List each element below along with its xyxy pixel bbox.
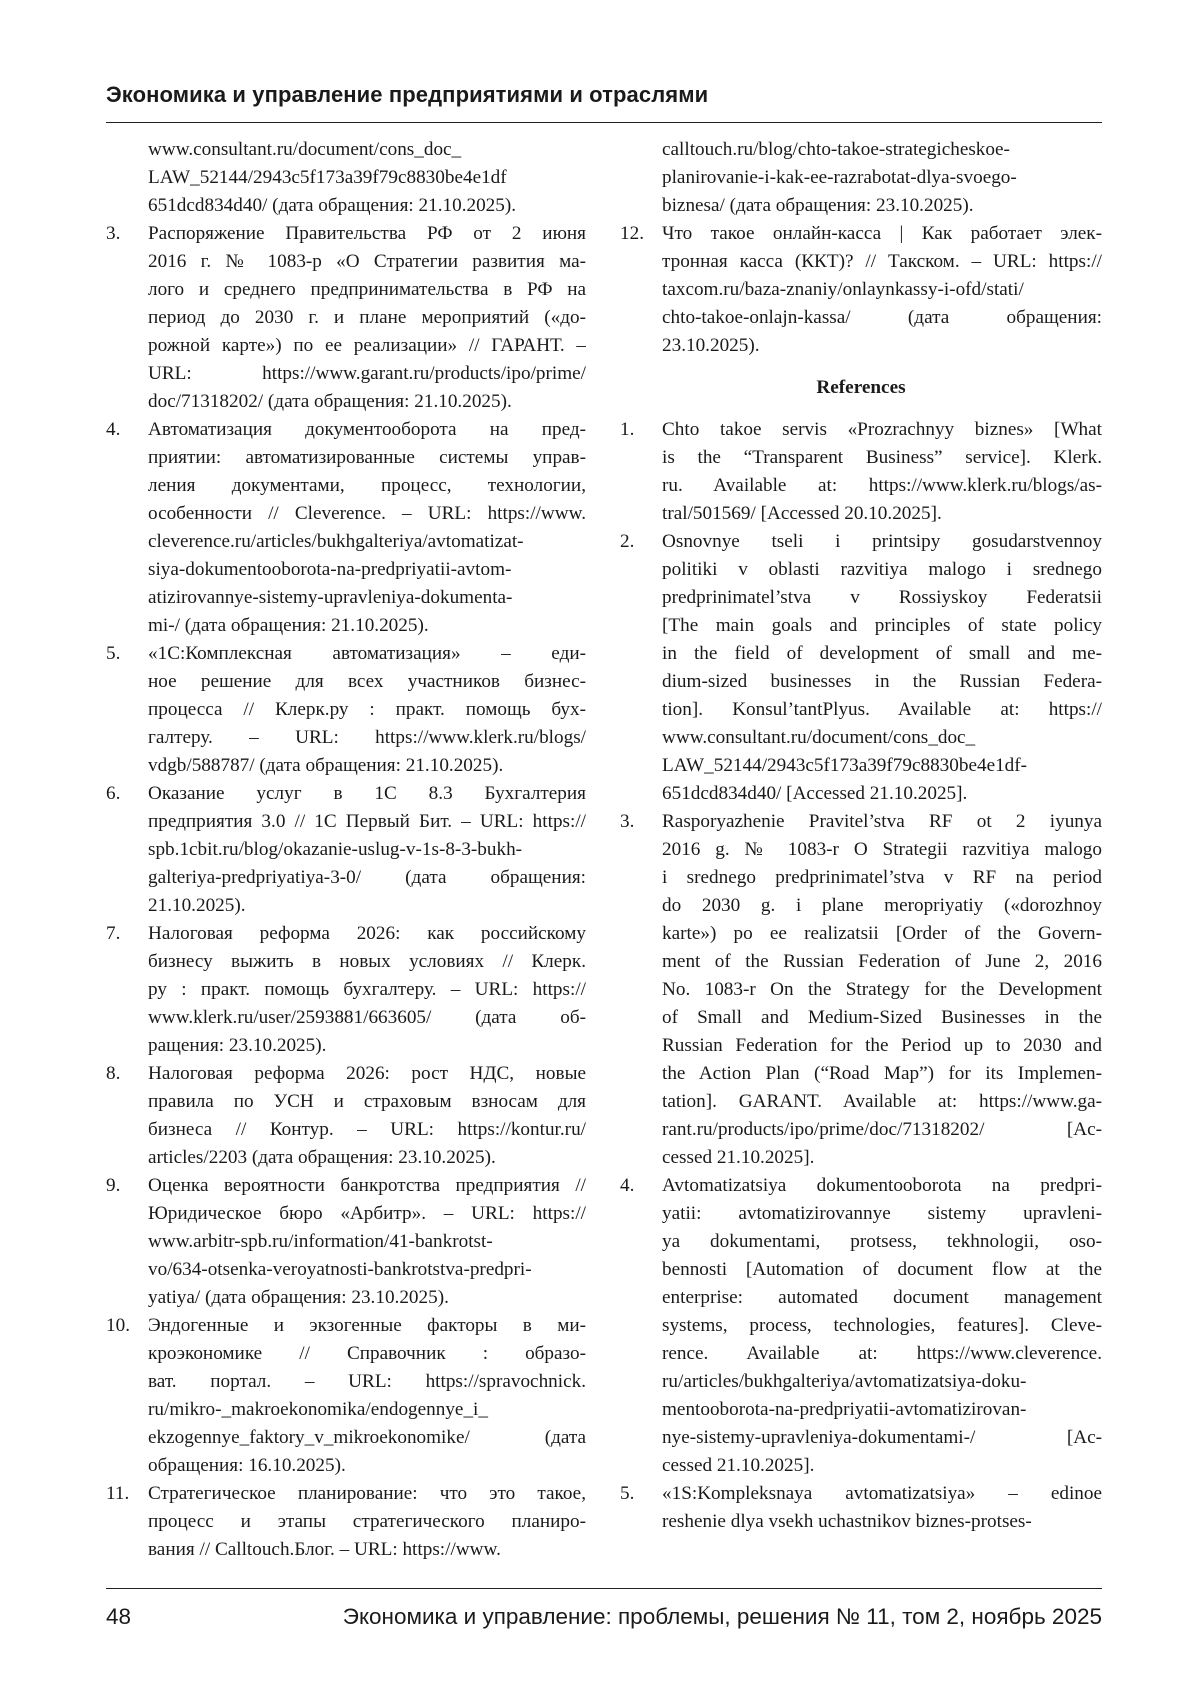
reference-line: предприятия 3.0 // 1С Первый Бит. – URL: https:// [148, 811, 586, 832]
reference-line: период до 2030 г. и плане мероприятий («до- [148, 307, 586, 328]
reference-line: cleverence.ru/articles/bukhgalteriya/avtomatizat- [148, 531, 524, 552]
reference-line: cessed 21.10.2025]. [662, 1455, 815, 1476]
journal-title: Экономика и управление: проблемы, решения № 11, том 2, ноябрь 2025 [342, 1604, 1102, 1629]
running-title: Экономика и управление предприятиями и отраслями [106, 82, 709, 107]
reference-entry [106, 780, 586, 920]
reference-line: atizirovannye-sistemy-upravleniya-dokumenta- [148, 587, 513, 608]
reference-line: vo/634-otsenka-veroyatnosti-bankrotstva-predpri- [148, 1259, 532, 1280]
reference-line: vdgb/588787/ (дата обращения: 21.10.2025). [148, 755, 504, 776]
reference-line: rence. Available at: https://www.cleverence. [662, 1343, 1102, 1364]
reference-number: 12. [620, 223, 644, 244]
reference-line: enterprise: automated document management [662, 1287, 1102, 1308]
reference-entry [620, 416, 1102, 528]
reference-entry [620, 136, 1102, 220]
reference-number: 8. [106, 1063, 121, 1084]
reference-number: 3. [620, 811, 635, 832]
reference-entry [106, 1312, 586, 1480]
header-rule [106, 122, 1102, 123]
reference-line: ращения: 23.10.2025). [148, 1035, 327, 1056]
reference-line: кроэкономике // Справочник : образо- [148, 1343, 586, 1364]
footer-rule [106, 1588, 1102, 1589]
reference-line: правила по УСН и страховым взносам для [148, 1091, 586, 1112]
reference-line: Налоговая реформа 2026: как российскому [148, 923, 586, 944]
reference-line: biznesa/ (дата обращения: 23.10.2025). [662, 195, 974, 216]
reference-line: Rasporyazhenie Pravitel’stva RF ot 2 iyunya [662, 811, 1102, 832]
reference-line: приятии: автоматизированные системы управ- [148, 447, 586, 468]
reference-line: 2016 g. № 1083-r O Strategii razvitiya malogo [662, 839, 1102, 860]
reference-line: лого и среднего предпринимательства в РФ на [148, 279, 586, 300]
reference-line: вания // Calltouch.Блог. – URL: https://www. [148, 1539, 501, 1560]
reference-entry [620, 220, 1102, 360]
reference-line: 651dcd834d40/ [Accessed 21.10.2025]. [662, 783, 968, 804]
page-number: 48 [106, 1604, 132, 1629]
reference-line: 651dcd834d40/ (дата обращения: 21.10.2025). [148, 195, 517, 216]
reference-line: ment of the Russian Federation of June 2, 2016 [662, 951, 1102, 972]
reference-line: Распоряжение Правительства РФ от 2 июня [148, 223, 586, 244]
bibliography-continued [620, 136, 1102, 360]
reference-line: ления документами, процесс, технологии, [148, 475, 586, 496]
reference-line: tation]. GARANT. Available at: https://www.ga- [662, 1091, 1102, 1112]
reference-line: yatiya/ (дата обращения: 23.10.2025). [148, 1287, 449, 1308]
reference-line: www.consultant.ru/document/cons_doc_ [148, 139, 462, 160]
right-column [620, 136, 1102, 1536]
page-footer [106, 1598, 1102, 1638]
reference-line: is the “Transparent Business” service]. Klerk. [662, 447, 1102, 468]
reference-line: Chto takoe servis «Prozrachnyy biznes» [What [662, 419, 1102, 440]
reference-line: bennosti [Automation of document flow at the [662, 1259, 1102, 1280]
reference-line: karte») po ee realizatsii [Order of the Govern- [662, 923, 1102, 944]
reference-line: ya dokumentami, protsess, tekhnologii, oso- [662, 1231, 1102, 1252]
reference-line: ное решение для всех участников бизнес- [148, 671, 586, 692]
reference-entry [106, 920, 586, 1060]
reference-line: тронная касса (ККТ)? // Такском. – URL: https:// [662, 251, 1102, 272]
references-list [620, 416, 1102, 1536]
reference-line: mi-/ (дата обращения: 21.10.2025). [148, 615, 429, 636]
reference-number: 9. [106, 1175, 121, 1196]
reference-entry [106, 1480, 586, 1564]
reference-number: 4. [620, 1175, 635, 1196]
reference-line: ват. портал. – URL: https://spravochnick. [148, 1371, 586, 1392]
reference-number: 3. [106, 223, 121, 244]
reference-entry [106, 136, 586, 220]
reference-line: planirovanie-i-kak-ee-razrabotat-dlya-svoego- [662, 167, 1017, 188]
reference-line: Юридическое бюро «Арбитр». – URL: https:// [148, 1203, 586, 1224]
reference-line: www.consultant.ru/document/cons_doc_ [662, 727, 976, 748]
reference-entry [106, 1060, 586, 1172]
reference-line: yatii: avtomatizirovannye sistemy upravleni- [662, 1203, 1102, 1224]
reference-line: обращения: 16.10.2025). [148, 1455, 346, 1476]
reference-number: 2. [620, 531, 635, 552]
reference-line: Эндогенные и экзогенные факторы в ми- [148, 1315, 586, 1336]
reference-entry [620, 1172, 1102, 1480]
reference-line: Стратегическое планирование: что это такое, [148, 1483, 586, 1504]
reference-entry [620, 808, 1102, 1172]
reference-line: LAW_52144/2943c5f173a39f79c8830be4e1df- [662, 755, 1028, 776]
reference-number: 6. [106, 783, 121, 804]
reference-line: процесса // Клерк.ру : практ. помощь бух- [148, 699, 586, 720]
reference-line: 23.10.2025). [662, 335, 760, 356]
reference-number: 7. [106, 923, 121, 944]
reference-line: URL: https://www.garant.ru/products/ipo/prime/ [148, 363, 586, 384]
reference-entry [620, 528, 1102, 808]
reference-line: mentooborota-na-predpriyatii-avtomatizirovan- [662, 1399, 1027, 1420]
reference-line: рожной карте») по ее реализации» // ГАРАНТ. – [148, 335, 586, 356]
reference-line: галтеру. – URL: https://www.klerk.ru/blogs/ [148, 727, 586, 748]
reference-number: 10. [106, 1315, 130, 1336]
reference-line: politiki v oblasti razvitiya malogo i srednego [662, 559, 1102, 580]
reference-line: «1С:Комплексная автоматизация» – еди- [148, 643, 586, 664]
reference-line: of Small and Medium-Sized Businesses in the [662, 1007, 1102, 1028]
reference-line: do 2030 g. i plane meropriyatiy («dorozhnoy [662, 895, 1102, 916]
reference-number: 4. [106, 419, 121, 440]
reference-line: «1S:Kompleksnaya avtomatizatsiya» – edinoe [662, 1483, 1102, 1504]
reference-entry [106, 416, 586, 640]
reference-line: nye-sistemy-upravleniya-dokumentami-/ [Ac- [662, 1427, 1102, 1448]
reference-line: бизнеса // Контур. – URL: https://kontur.ru/ [148, 1119, 586, 1140]
reference-line: ru/articles/bukhgalteriya/avtomatizatsiya-doku- [662, 1371, 1027, 1392]
reference-line: www.klerk.ru/user/2593881/663605/ (дата об- [148, 1007, 586, 1028]
references-heading: References [816, 377, 906, 398]
left-column [106, 136, 586, 1564]
reference-line: Налоговая реформа 2026: рост НДС, новые [148, 1063, 586, 1084]
reference-line: systems, process, technologies, features]. Cleve- [662, 1315, 1102, 1336]
reference-line: Оказание услуг в 1С 8.3 Бухгалтерия [148, 783, 586, 804]
reference-line: rant.ru/products/ipo/prime/doc/71318202/ [Ac- [662, 1119, 1102, 1140]
reference-line: Avtomatizatsiya dokumentooborota na predpri- [662, 1175, 1102, 1196]
reference-line: reshenie dlya vsekh uchastnikov biznes-protses- [662, 1511, 1032, 1532]
reference-line: особенности // Cleverence. – URL: https://www. [148, 503, 586, 524]
reference-line: No. 1083-r On the Strategy for the Development [662, 979, 1102, 1000]
reference-line: ru. Available at: https://www.klerk.ru/blogs/as- [662, 475, 1102, 496]
reference-line: Osnovnye tseli i printsipy gosudarstvennoy [662, 531, 1102, 552]
reference-line: taxcom.ru/baza-znaniy/onlaynkassy-i-ofd/stati/ [662, 279, 1024, 300]
reference-line: tral/501569/ [Accessed 20.10.2025]. [662, 503, 942, 524]
reference-line: in the field of development of small and me- [662, 643, 1102, 664]
reference-line: Что такое онлайн-касса | Как работает элек- [662, 223, 1102, 244]
reference-line: 21.10.2025). [148, 895, 246, 916]
reference-line: ру : практ. помощь бухгалтеру. – URL: https:// [148, 979, 586, 1000]
reference-line: Russian Federation for the Period up to 2030 and [662, 1035, 1102, 1056]
reference-number: 1. [620, 419, 635, 440]
reference-line: ekzogennye_faktory_v_mikroekonomike/ (дата [148, 1427, 586, 1448]
reference-line: cessed 21.10.2025]. [662, 1147, 815, 1168]
reference-line: galteriya-predpriyatiya-3-0/ (дата обращения: [148, 867, 586, 888]
reference-line: Автоматизация документооборота на пред- [148, 419, 586, 440]
reference-line: predprinimatel’stva v Rossiyskoy Federatsii [662, 587, 1102, 608]
reference-line: articles/2203 (дата обращения: 23.10.2025). [148, 1147, 496, 1168]
reference-line: процесс и этапы стратегического планиро- [148, 1511, 586, 1532]
reference-line: LAW_52144/2943c5f173a39f79c8830be4e1df [148, 167, 507, 188]
reference-line: chto-takoe-onlajn-kassa/ (дата обращения: [662, 307, 1102, 328]
reference-line: doc/71318202/ (дата обращения: 21.10.2025). [148, 391, 512, 412]
reference-line: ru/mikro-_makroekonomika/endogennye_i_ [148, 1399, 488, 1420]
reference-entry [106, 640, 586, 780]
reference-entry [106, 1172, 586, 1312]
reference-entry [106, 220, 586, 416]
reference-line: siya-dokumentooborota-na-predpriyatii-avtom- [148, 559, 512, 580]
reference-number: 5. [106, 643, 121, 664]
reference-line: 2016 г. № 1083-р «О Стратегии развития ма- [148, 251, 586, 272]
reference-line: www.arbitr-spb.ru/information/41-bankrotst- [148, 1231, 493, 1252]
reference-number: 11. [106, 1483, 130, 1504]
reference-line: tion]. Konsul’tantPlyus. Available at: https:// [662, 699, 1102, 720]
reference-line: [The main goals and principles of state policy [662, 615, 1102, 636]
reference-line: Оценка вероятности банкротства предприятия // [148, 1175, 586, 1196]
reference-line: the Action Plan (“Road Map”) for its Implemen- [662, 1063, 1102, 1084]
reference-line: бизнесу выжить в новых условиях // Клерк. [148, 951, 586, 972]
reference-entry [620, 1480, 1102, 1536]
reference-line: dium-sized businesses in the Russian Federa- [662, 671, 1102, 692]
reference-line: calltouch.ru/blog/chto-takoe-strategicheskoe- [662, 139, 1010, 160]
reference-line: i srednego predprinimatel’stva v RF na period [662, 867, 1102, 888]
reference-number: 5. [620, 1483, 635, 1504]
reference-line: spb.1cbit.ru/blog/okazanie-uslug-v-1s-8-3-bukh- [148, 839, 523, 860]
